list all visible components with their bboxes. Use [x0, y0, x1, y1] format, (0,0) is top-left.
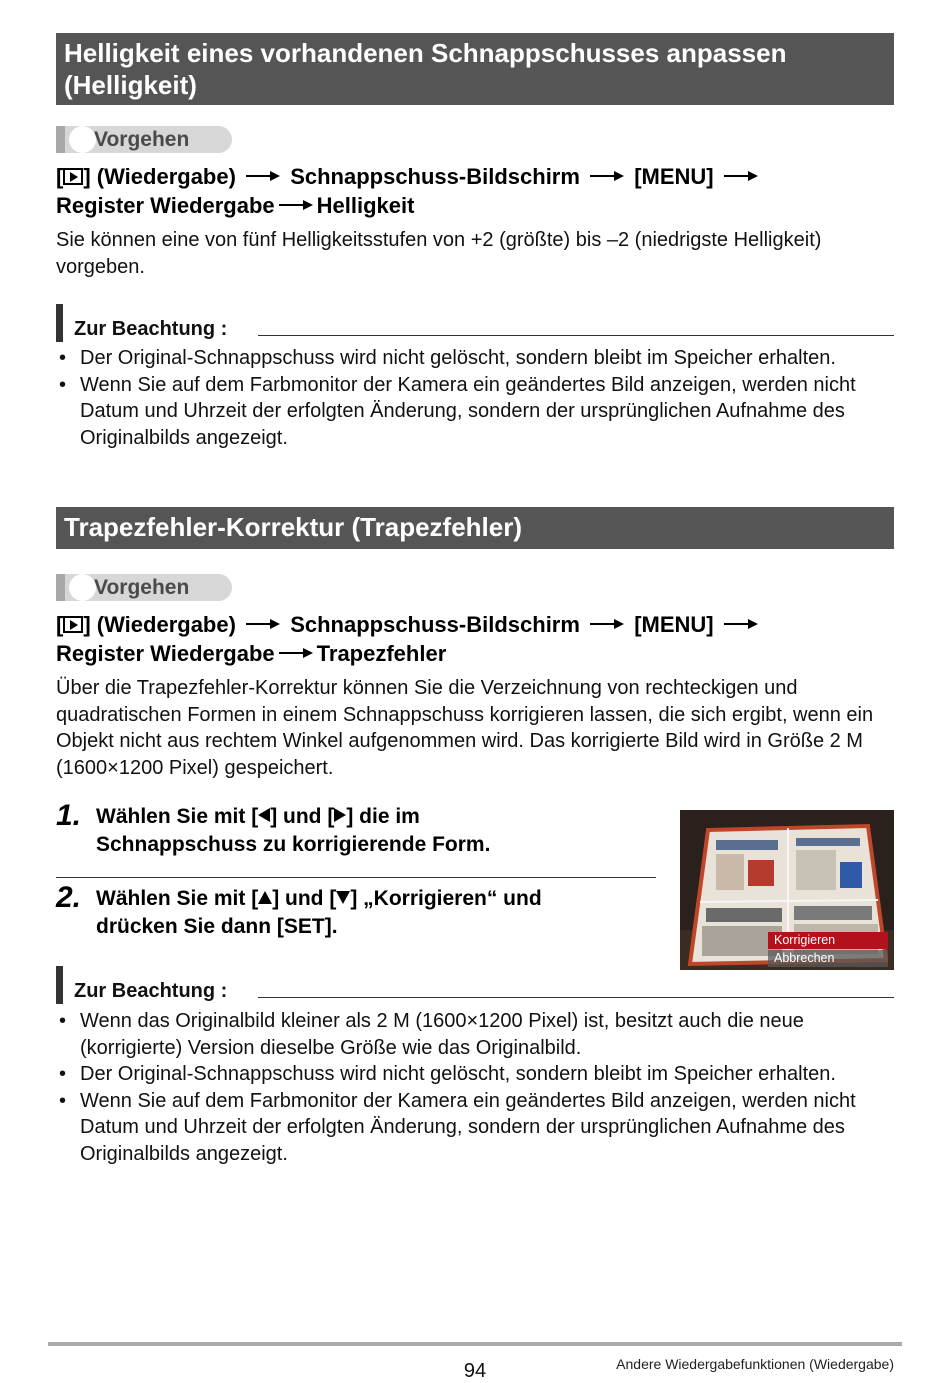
procedure-label-badge	[56, 574, 232, 601]
step-text-part: ] und [	[272, 887, 337, 910]
note-item: • Wenn Sie auf dem Farbmonitor der Kamera ein geändertes Bild anzeigen, werden nicht Datum und Uhrzeit der erfolgten Änderung, sondern der ursprünglichen Aufnahme des Originalbilds angezeigt.	[56, 372, 894, 452]
playback-icon	[63, 168, 83, 185]
note-label: Zur Beachtung :	[74, 318, 228, 340]
arrow-right-icon	[590, 170, 624, 182]
step-divider	[56, 877, 656, 878]
note-header	[56, 966, 894, 1004]
arrow-right-icon	[590, 618, 624, 630]
note-bar	[56, 304, 63, 342]
section-description: Über die Trapezfehler-Korrektur können Sie die Verzeichnung von rechteckigen und quadratischen Formen in einem Schnappschuss korrigieren lassen, die sich ergibt, wenn ein Objekt nicht aus rechtem Winkel aufgenommen wird. Das korrigierte Bild wird in Größe 2 M (1600×1200 Pixel) gespeichert.	[56, 677, 874, 780]
path-tab: Register Wiedergabe	[56, 641, 275, 666]
step-number: 2.	[56, 881, 82, 914]
bracket-open: [	[56, 164, 64, 189]
arrow-right-icon	[246, 170, 280, 182]
step-text-part: ] die im	[346, 805, 420, 828]
note-bar	[56, 966, 63, 1004]
section-title-helligkeit	[56, 33, 894, 105]
note-rule	[258, 335, 894, 336]
path-screen: Schnappschuss-Bildschirm	[290, 164, 580, 189]
procedure-path	[56, 162, 762, 220]
bracket-close: ]	[83, 164, 91, 189]
procedure-path	[56, 610, 762, 668]
path-wiedergabe: (Wiedergabe)	[96, 612, 236, 637]
playback-icon	[63, 616, 83, 633]
menu-option-korrigieren[interactable]	[768, 932, 888, 949]
procedure-path-line2	[56, 639, 762, 668]
bracket-open: [	[56, 612, 64, 637]
procedure-label-badge	[56, 126, 232, 153]
step-text-part: ] „Korrigieren“ und	[350, 887, 542, 910]
procedure-label: Vorgehen	[94, 576, 190, 599]
note-rule	[258, 997, 894, 998]
note-item: • Wenn das Originalbild kleiner als 2 M (1600×1200 Pixel) ist, besitzt auch die neue (korrigierte) Version dieselbe Größe wie das Originalbild.	[56, 1008, 894, 1061]
step-text	[96, 885, 666, 941]
bracket-close: ]	[83, 612, 91, 637]
arrow-right-icon	[246, 618, 280, 630]
section-title-text: Trapezfehler-Korrektur (Trapezfehler)	[64, 512, 523, 542]
note-header	[56, 304, 894, 342]
down-button-icon	[336, 891, 350, 904]
step-text-part: Wählen Sie mit [	[96, 887, 259, 910]
page-number: 94	[463, 1360, 487, 1382]
step-text-part: drücken Sie dann [SET].	[96, 915, 338, 938]
menu-option-abbrechen[interactable]	[768, 950, 888, 967]
right-button-icon	[334, 808, 346, 822]
step-text-part: Wählen Sie mit [	[96, 805, 259, 828]
arrow-right-icon	[724, 170, 758, 182]
step-number: 1.	[56, 799, 82, 832]
procedure-path-line2	[56, 191, 762, 220]
section-description: Sie können eine von fünf Helligkeitsstufen von +2 (größte) bis –2 (niedrigste Helligkeit) vorgeben.	[56, 229, 822, 278]
step-text-part: Schnappschuss zu korrigierende Form.	[96, 833, 491, 856]
step-text-part: ] und [	[270, 805, 335, 828]
note-list	[56, 1008, 894, 1167]
badge-stripe	[56, 574, 65, 601]
step-text	[96, 803, 666, 859]
arrow-right-icon	[279, 647, 313, 659]
section-title-trapezfehler	[56, 507, 894, 549]
procedure-path-line1	[56, 162, 762, 191]
path-menu: [MENU]	[634, 612, 714, 637]
arrow-right-icon	[279, 199, 313, 211]
note-list	[56, 345, 894, 451]
chapter-title: Andere Wiedergabefunktionen (Wiedergabe)	[616, 1356, 894, 1372]
arrow-right-icon	[724, 618, 758, 630]
section-title-line2: (Helligkeit)	[64, 70, 197, 100]
procedure-path-line1	[56, 610, 762, 639]
menu-option-label: Abbrechen	[774, 951, 835, 965]
note-label: Zur Beachtung :	[74, 980, 228, 1002]
path-target: Helligkeit	[316, 193, 415, 218]
note-item: • Der Original-Schnappschuss wird nicht gelöscht, sondern bleibt im Speicher erhalten.	[56, 1061, 894, 1088]
badge-stripe	[56, 126, 65, 153]
path-wiedergabe: (Wiedergabe)	[96, 164, 236, 189]
note-item: • Der Original-Schnappschuss wird nicht gelöscht, sondern bleibt im Speicher erhalten.	[56, 345, 894, 372]
procedure-label: Vorgehen	[94, 128, 190, 151]
left-button-icon	[258, 808, 270, 822]
note-item: • Wenn Sie auf dem Farbmonitor der Kamera ein geändertes Bild anzeigen, werden nicht Datum und Uhrzeit der erfolgten Änderung, sondern der ursprünglichen Aufnahme des Originalbilds angezeigt.	[56, 1088, 894, 1168]
path-target: Trapezfehler	[316, 641, 447, 666]
badge-notch	[69, 574, 96, 601]
menu-option-label: Korrigieren	[774, 933, 836, 947]
path-tab: Register Wiedergabe	[56, 193, 275, 218]
section-title-line1: Helligkeit eines vorhandenen Schnappschusses anpassen	[64, 38, 787, 68]
footer-rule	[48, 1342, 902, 1346]
path-menu: [MENU]	[634, 164, 714, 189]
up-button-icon	[258, 891, 272, 904]
path-screen: Schnappschuss-Bildschirm	[290, 612, 580, 637]
camera-screen-image	[680, 810, 894, 970]
badge-notch	[69, 126, 96, 153]
